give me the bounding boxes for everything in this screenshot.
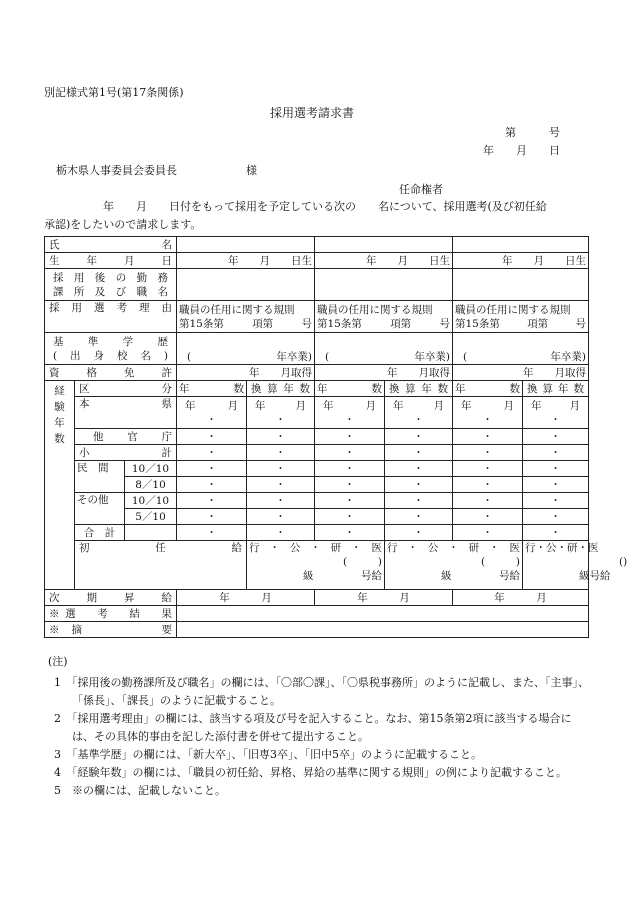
total-cell-3[interactable]: ・ [315, 525, 385, 541]
label-education: 基準学歴 (出身校名) [45, 333, 177, 365]
education-cell-1[interactable]: ( 年卒業) [177, 333, 315, 365]
next-raise-cell-1[interactable]: 年 月 [177, 590, 315, 606]
other-office-cell-1[interactable]: ・ [177, 429, 247, 445]
request-form-table [44, 236, 628, 638]
row-education [45, 333, 589, 365]
sonota-10-cell-1[interactable]: ・ [177, 493, 247, 509]
other-office-cell-4[interactable]: ・ [385, 429, 453, 445]
minkan-10-cell-4[interactable]: ・ [385, 461, 453, 477]
row-sonota-5 [45, 509, 589, 525]
minkan-8-cell-3[interactable]: ・ [315, 477, 385, 493]
exp-header-years-2: 年 数 [315, 381, 385, 397]
sonota-10-cell-4[interactable]: ・ [385, 493, 453, 509]
exp-header-kansan-2: 換算年数 [385, 381, 453, 397]
row-exp-header [45, 381, 589, 397]
minkan-10-cell-6[interactable]: ・ [523, 461, 589, 477]
row-remarks [45, 622, 589, 638]
label-minkan: 民 間 [75, 461, 125, 493]
minkan-8-cell-1[interactable]: ・ [177, 477, 247, 493]
minkan-8-cell-5[interactable]: ・ [453, 477, 523, 493]
subtotal-cell-3[interactable]: ・ [315, 445, 385, 461]
request-body-line1: 年 月 日付をもって採用を予定している次の 名について、採用選考(及び初任給 [103, 200, 547, 213]
total-cell-2[interactable]: ・ [247, 525, 315, 541]
dob-cell-2[interactable]: 年 月 日生 [315, 253, 453, 269]
dept-cell-1[interactable] [177, 269, 315, 301]
sonota-5-cell-2[interactable]: ・ [247, 509, 315, 525]
dept-cell-3[interactable] [453, 269, 589, 301]
note-item: 2 「採用選考理由」の欄には、該当する項及び号を記入すること。なお、第15条第2項に該当する場合には、その具体的事由を記した添付書を併せて提出すること。 [54, 712, 572, 743]
row-selection-result [45, 606, 589, 622]
sonota-10-cell-2[interactable]: ・ [247, 493, 315, 509]
name-cell-3[interactable] [453, 237, 589, 253]
sonota-5-cell-4[interactable]: ・ [385, 509, 453, 525]
sonota-5-cell-5[interactable]: ・ [453, 509, 523, 525]
label-dob: 生 年 月 日 [45, 253, 177, 269]
other-office-cell-6[interactable]: ・ [523, 429, 589, 445]
other-office-cell-5[interactable]: ・ [453, 429, 523, 445]
subtotal-cell-2[interactable]: ・ [247, 445, 315, 461]
subtotal-cell-4[interactable]: ・ [385, 445, 453, 461]
label-dept: 採用後の勤務 課所及び職名 [45, 269, 177, 301]
sonota-5-cell-3[interactable]: ・ [315, 509, 385, 525]
row-name [45, 237, 589, 253]
page-title: 採用選考請求書 [270, 106, 355, 120]
label-sonota: その他 [75, 493, 125, 525]
sonota-5-cell-1[interactable]: ・ [177, 509, 247, 525]
other-office-cell-3[interactable]: ・ [315, 429, 385, 445]
sonota-10-cell-6[interactable]: ・ [523, 493, 589, 509]
row-minkan-10 [45, 461, 589, 477]
row-reason [45, 301, 589, 333]
minkan-10-cell-1[interactable]: ・ [177, 461, 247, 477]
education-cell-3[interactable]: ( 年卒業) [453, 333, 589, 365]
salary-cell-3[interactable]: 行 ・ 公 ・ 研 ・ 医 ( ) 級 号給 [523, 541, 589, 590]
honken-years-2[interactable]: 年 月 ・ [315, 397, 385, 429]
honken-years-1[interactable]: 年 月 ・ [177, 397, 247, 429]
row-sonota-10 [45, 493, 589, 509]
honken-kansan-2[interactable]: 年 月 ・ [385, 397, 453, 429]
row-other-office [45, 429, 589, 445]
request-body-line2: 承認)をしたいので請求します。 [44, 218, 202, 231]
row-dept [45, 269, 589, 301]
row-minkan-8 [45, 477, 589, 493]
total-cell-5[interactable]: ・ [453, 525, 523, 541]
label-reason: 採用選考理由 [45, 301, 177, 333]
total-blank [125, 525, 177, 541]
label-total: 合 計 [75, 525, 125, 541]
sonota-10-cell-5[interactable]: ・ [453, 493, 523, 509]
total-cell-6[interactable]: ・ [523, 525, 589, 541]
minkan-10-cell-2[interactable]: ・ [247, 461, 315, 477]
dept-cell-2[interactable] [315, 269, 453, 301]
next-raise-cell-2[interactable]: 年 月 [315, 590, 453, 606]
minkan-10-cell-3[interactable]: ・ [315, 461, 385, 477]
remarks-cell[interactable] [177, 622, 589, 638]
exp-header-kansan-1: 換算年数 [247, 381, 315, 397]
label-subtotal: 小 計 [75, 445, 177, 461]
salary-cell-2[interactable]: 行 ・ 公 ・ 研 ・ 医 ( ) 級 号給 [385, 541, 523, 590]
dob-cell-1[interactable]: 年 月 日生 [177, 253, 315, 269]
minkan-8-cell-2[interactable]: ・ [247, 477, 315, 493]
row-next-raise [45, 590, 589, 606]
note-item: 3 「基準学歴」の欄には、「新大卒」、「旧専3卒」、「旧中5卒」のように記載すること。 [54, 748, 482, 761]
row-license [45, 365, 589, 381]
salary-cell-1[interactable]: 行 ・ 公 ・ 研 ・ 医 ( ) 級 号給 [247, 541, 385, 590]
label-selection-result: ※選 考 結 果 [45, 606, 177, 622]
exp-header-kansan-3: 換算年数 [523, 381, 589, 397]
name-cell-1[interactable] [177, 237, 315, 253]
honken-kansan-1[interactable]: 年 月 ・ [247, 397, 315, 429]
sonota-10-cell-3[interactable]: ・ [315, 493, 385, 509]
subtotal-cell-1[interactable]: ・ [177, 445, 247, 461]
name-cell-2[interactable] [315, 237, 453, 253]
label-other-office: 他 官 庁 [75, 429, 177, 445]
document-number: 第 号 [505, 126, 560, 139]
label-minkan-8: 8／10 [125, 477, 177, 493]
label-sonota-10: 10／10 [125, 493, 177, 509]
note-item: 4 「経験年数」の欄には、「職員の初任給、昇格、昇給の基準に関する規則」の例により記載すること。 [54, 766, 567, 779]
note-item: 5 ※の欄には、記載しないこと。 [54, 784, 226, 797]
addressee: 栃木県人事委員会委員長 [56, 164, 177, 177]
subtotal-cell-6[interactable]: ・ [523, 445, 589, 461]
education-cell-2[interactable]: ( 年卒業) [315, 333, 453, 365]
row-starting-salary [45, 541, 589, 590]
notes-section [44, 653, 592, 800]
next-raise-cell-3[interactable]: 年 月 [453, 590, 589, 606]
label-sonota-5: 5／10 [125, 509, 177, 525]
notes-heading: (注) [48, 655, 68, 668]
other-office-cell-2[interactable]: ・ [247, 429, 315, 445]
sonota-5-cell-6[interactable]: ・ [523, 509, 589, 525]
document-date: 年 月 日 [483, 144, 560, 157]
total-cell-1[interactable]: ・ [177, 525, 247, 541]
exp-header-years-1: 年 数 [177, 381, 247, 397]
label-minkan-10: 10／10 [125, 461, 177, 477]
license-cell-2[interactable]: 年 月取得 [315, 365, 453, 381]
addressee-honorific: 様 [246, 164, 257, 177]
label-honken: 本 県 [75, 397, 177, 429]
row-total [45, 525, 589, 541]
row-dob [45, 253, 589, 269]
label-next-raise: 次 期 昇 給 [45, 590, 177, 606]
reason-cell-3[interactable]: 職員の任用に関する規則 第15条第 項第 号 [453, 301, 589, 333]
honken-years-3[interactable]: 年 月 ・ [453, 397, 523, 429]
minkan-8-cell-4[interactable]: ・ [385, 477, 453, 493]
form-id: 別記様式第1号(第17条関係) [44, 86, 184, 99]
label-kubun: 区 分 [75, 381, 177, 397]
exp-header-years-3: 年 数 [453, 381, 523, 397]
label-remarks: ※摘 要 [45, 622, 177, 638]
reason-cell-2[interactable]: 職員の任用に関する規則 第15条第 項第 号 [315, 301, 453, 333]
label-license: 資格免許 [45, 365, 177, 381]
appointer: 任命権者 [399, 183, 443, 196]
row-subtotal [45, 445, 589, 461]
honken-kansan-3[interactable]: 年 月 ・ [523, 397, 589, 429]
label-starting-salary: 初 任 給 [75, 541, 247, 590]
selection-result-cell[interactable] [177, 606, 589, 622]
subtotal-cell-5[interactable]: ・ [453, 445, 523, 461]
dob-cell-3[interactable]: 年 月 日生 [453, 253, 589, 269]
label-name: 氏 名 [45, 237, 177, 253]
minkan-10-cell-5[interactable]: ・ [453, 461, 523, 477]
label-experience-years: 経験年数 [45, 381, 75, 590]
row-honken [45, 397, 589, 429]
total-cell-4[interactable]: ・ [385, 525, 453, 541]
license-cell-3[interactable]: 年 月取得 [453, 365, 589, 381]
note-item: 1 「採用後の勤務課所及び職名」の欄には、「〇部〇課」、「〇県税事務所」のように記載し、また、「主事」、「係長」、「課長」のように記載すること。 [54, 676, 589, 707]
license-cell-1[interactable]: 年 月取得 [177, 365, 315, 381]
reason-cell-1[interactable]: 職員の任用に関する規則 第15条第 項第 号 [177, 301, 315, 333]
minkan-8-cell-6[interactable]: ・ [523, 477, 589, 493]
